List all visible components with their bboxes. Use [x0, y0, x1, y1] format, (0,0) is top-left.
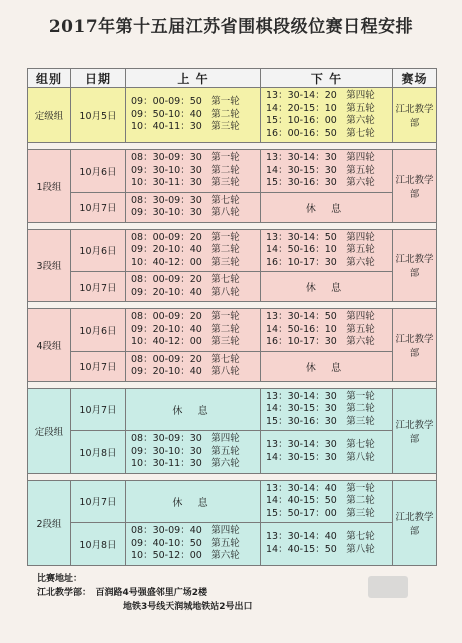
blurred-qr-image	[368, 576, 408, 598]
time-slot: 16：10-17：30 第六轮	[266, 336, 375, 347]
time-slot: 13：30-14：20 第四轮	[266, 90, 375, 101]
morning-times-cell	[126, 192, 261, 222]
time-slot: 10：30-11：30 第三轮	[131, 177, 240, 188]
time-slot: 09：20-10：40 第八轮	[131, 286, 240, 298]
time-slot: 08：00-09：20 第一轮	[131, 231, 240, 243]
group-gap-cell	[28, 302, 437, 309]
afternoon-times-cell	[261, 88, 393, 143]
afternoon-times-cell	[261, 309, 393, 352]
header-date: 日期	[71, 69, 126, 88]
time-slot: 13：30-14：50 第四轮	[266, 231, 375, 243]
group-gap	[28, 381, 437, 388]
time-slot: 14：30-15：30 第八轮	[266, 451, 375, 463]
time-slot: 14：40-15：50 第二轮	[266, 495, 375, 506]
time-slot: 09：30-10：30 第二轮	[131, 164, 240, 176]
time-slot: 09：40-10：50 第五轮	[131, 537, 240, 549]
time-slot: 08：30-09：30 第四轮	[131, 433, 240, 444]
date-cell: 10月5日	[71, 88, 126, 143]
time-slot: 10：40-11：30 第三轮	[131, 121, 240, 133]
group-gap-cell	[28, 473, 437, 480]
afternoon-times-cell	[261, 150, 393, 193]
schedule-row	[28, 431, 437, 474]
afternoon-times-cell	[261, 388, 393, 431]
schedule-body	[28, 88, 437, 566]
group-name-cell: 2段组	[28, 480, 71, 565]
venue-cell: 江北教学部	[393, 229, 437, 302]
morning-times-cell	[126, 229, 261, 272]
date-cell: 10月7日	[71, 480, 126, 523]
venue-cell: 江北教学部	[393, 150, 437, 223]
date-cell: 10月8日	[71, 523, 126, 566]
date-cell: 10月7日	[71, 272, 126, 302]
time-slot: 14：50-16：10 第五轮	[266, 323, 375, 335]
morning-times-cell	[126, 272, 261, 302]
schedule-row	[28, 388, 437, 431]
time-slot: 15：10-16：00 第六轮	[266, 115, 375, 126]
group-gap-cell	[28, 381, 437, 388]
time-slot: 16：10-17：30 第六轮	[266, 256, 375, 268]
header-morning: 上 午	[126, 69, 261, 88]
morning-rest-cell: 休 息	[126, 480, 261, 523]
time-slot: 14：30-15：30 第五轮	[266, 164, 375, 176]
header-afternoon: 下 午	[261, 69, 393, 88]
afternoon-times-cell	[261, 523, 393, 566]
date-cell: 10月8日	[71, 431, 126, 474]
time-slot: 10：40-12：00 第三轮	[131, 256, 240, 268]
header-venue: 赛场	[393, 69, 437, 88]
group-name-cell: 3段组	[28, 229, 71, 302]
time-slot: 13：30-14：30 第四轮	[266, 152, 375, 163]
morning-times-cell	[126, 351, 261, 381]
date-cell: 10月7日	[71, 388, 126, 431]
time-slot: 14：50-16：10 第五轮	[266, 244, 375, 255]
group-name-cell: 4段组	[28, 309, 71, 382]
time-slot: 08：30-09：30 第一轮	[131, 152, 240, 163]
address-label: 比赛地址：	[37, 574, 83, 584]
time-slot: 08：00-09：20 第一轮	[131, 311, 240, 322]
date-cell: 10月6日	[71, 309, 126, 352]
time-slot: 15：30-16：30 第三轮	[266, 415, 375, 427]
group-gap	[28, 222, 437, 229]
morning-times-cell	[126, 150, 261, 193]
time-slot: 08：30-09：40 第四轮	[131, 525, 240, 536]
venue-cell: 江北教学部	[393, 88, 437, 143]
schedule-row	[28, 88, 437, 143]
time-slot: 08：00-09：20 第七轮	[131, 353, 240, 365]
time-slot: 16：00-16：50 第七轮	[266, 127, 375, 139]
group-name-cell: 定段组	[28, 388, 71, 473]
group-name-cell: 定级组	[28, 88, 71, 143]
afternoon-times-cell	[261, 431, 393, 474]
time-slot: 13：30-14：30 第七轮	[266, 439, 375, 451]
time-slot: 09：30-10：30 第八轮	[131, 207, 240, 218]
time-slot: 09：20-10：40 第八轮	[131, 366, 240, 377]
time-slot: 14：30-15：30 第二轮	[266, 403, 375, 414]
schedule-row	[28, 150, 437, 193]
time-slot: 09：50-10：40 第二轮	[131, 108, 240, 120]
morning-times-cell	[126, 431, 261, 474]
venue-cell: 江北教学部	[393, 480, 437, 565]
time-slot: 10：30-11：30 第六轮	[131, 458, 240, 469]
venue-cell: 江北教学部	[393, 388, 437, 473]
time-slot: 10：50-12：00 第六轮	[131, 550, 240, 561]
afternoon-rest-cell: 休 息	[261, 351, 393, 381]
afternoon-times-cell	[261, 480, 393, 523]
time-slot: 10：40-12：00 第三轮	[131, 336, 240, 347]
time-slot: 09：00-09：50 第一轮	[131, 96, 240, 108]
afternoon-rest-cell: 休 息	[261, 272, 393, 302]
schedule-row	[28, 351, 437, 381]
date-cell: 10月7日	[71, 351, 126, 381]
schedule-table	[27, 68, 437, 566]
group-gap	[28, 473, 437, 480]
afternoon-rest-cell: 休 息	[261, 192, 393, 222]
header-row	[28, 69, 437, 88]
date-cell: 10月7日	[71, 192, 126, 222]
address-line-2: 地铁3号线天润城地铁站2号出口	[123, 602, 253, 612]
schedule-row	[28, 192, 437, 222]
time-slot: 09：30-10：30 第五轮	[131, 445, 240, 457]
time-slot: 15：30-16：30 第六轮	[266, 177, 375, 188]
address-block	[37, 572, 253, 614]
time-slot: 09：20-10：40 第二轮	[131, 323, 240, 335]
time-slot: 15：50-17：00 第三轮	[266, 507, 375, 519]
venue-cell: 江北教学部	[393, 309, 437, 382]
morning-rest-cell: 休 息	[126, 388, 261, 431]
time-slot: 13：30-14：30 第一轮	[266, 390, 375, 402]
afternoon-times-cell	[261, 229, 393, 272]
time-slot: 13：30-14：50 第四轮	[266, 311, 375, 322]
group-name-cell: 1段组	[28, 150, 71, 223]
time-slot: 14：40-15：50 第八轮	[266, 543, 375, 555]
date-cell: 10月6日	[71, 229, 126, 272]
time-slot: 09：20-10：40 第二轮	[131, 244, 240, 255]
page-title: 2017年第十五届江苏省围棋段级位赛日程安排	[48, 17, 414, 37]
morning-times-cell	[126, 88, 261, 143]
schedule-row	[28, 523, 437, 566]
group-gap-cell	[28, 222, 437, 229]
group-gap	[28, 143, 437, 150]
schedule-row	[28, 480, 437, 523]
time-slot: 08：30-09：30 第七轮	[131, 194, 240, 206]
time-slot: 14：20-15：10 第五轮	[266, 102, 375, 114]
time-slot: 13：30-14：40 第七轮	[266, 531, 375, 543]
time-slot: 13：30-14：40 第一轮	[266, 482, 375, 494]
date-cell: 10月6日	[71, 150, 126, 193]
header-group: 组别	[28, 69, 71, 88]
schedule-row	[28, 229, 437, 272]
group-gap-cell	[28, 143, 437, 150]
schedule-row	[28, 272, 437, 302]
morning-times-cell	[126, 309, 261, 352]
address-line-1: 江北教学部： 百润路4号强盛邻里广场2楼	[37, 588, 208, 598]
morning-times-cell	[126, 523, 261, 566]
time-slot: 08：00-09：20 第七轮	[131, 274, 240, 285]
group-gap	[28, 302, 437, 309]
schedule-row	[28, 309, 437, 352]
